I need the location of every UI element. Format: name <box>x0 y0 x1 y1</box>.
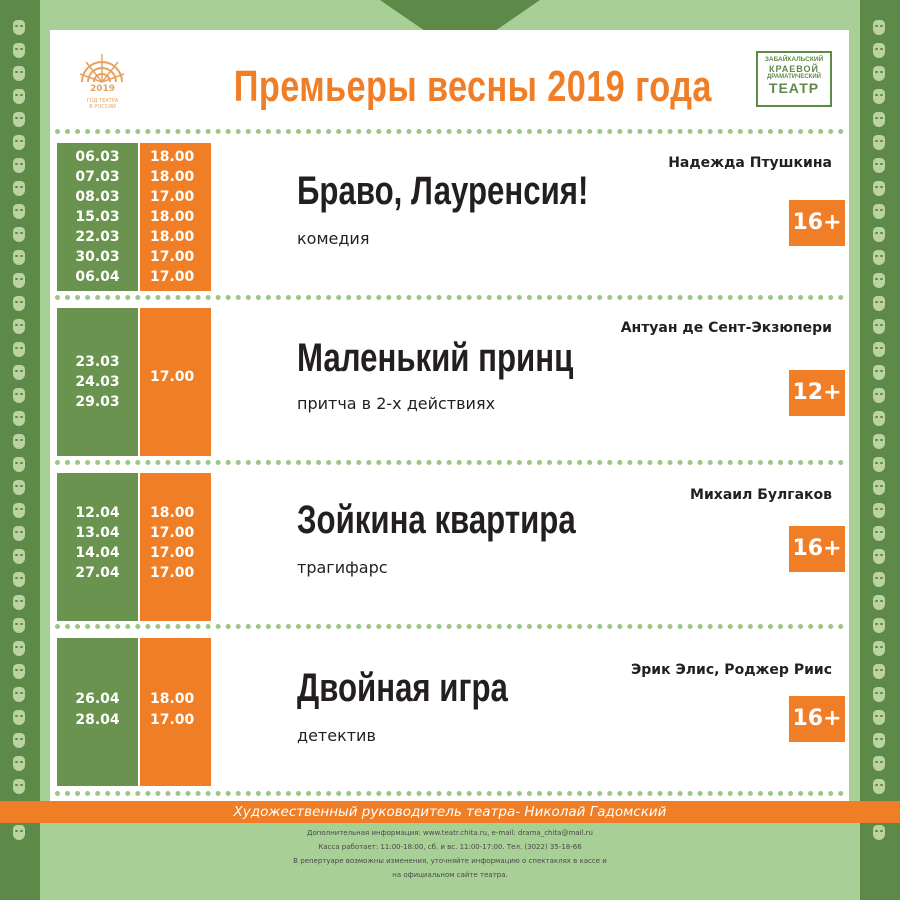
theatre-mask-icon <box>13 158 25 173</box>
show-dates-column <box>57 473 138 621</box>
show-title: Браво, Лауренсия! <box>297 169 589 213</box>
theatre-mask-icon <box>13 756 25 771</box>
show-times-column <box>140 638 211 786</box>
theatre-mask-icon <box>13 181 25 196</box>
theatre-mask-icon <box>13 388 25 403</box>
theatre-mask-icon <box>13 710 25 725</box>
show-genre: притча в 2-х действиях <box>297 394 496 413</box>
theatre-mask-icon <box>873 135 885 150</box>
theatre-mask-icon <box>873 204 885 219</box>
theatre-mask-icon <box>873 572 885 587</box>
theatre-mask-icon <box>13 457 25 472</box>
show-time: 17.00 <box>150 369 195 385</box>
theatre-mask-icon <box>13 296 25 311</box>
theatre-mask-icon <box>873 526 885 541</box>
show-title: Зойкина квартира <box>297 498 576 542</box>
theatre-mask-icon <box>873 365 885 380</box>
show-times-column <box>140 143 211 291</box>
theatre-mask-icon <box>873 342 885 357</box>
show-time: 18.00 <box>150 229 195 245</box>
theatre-mask-icon <box>13 526 25 541</box>
show-time: 17.00 <box>150 712 195 728</box>
logo-caption-line: В РОССИИ <box>89 104 116 110</box>
theatre-logo-line: ДРАМАТИЧЕСКИЙ <box>767 74 821 80</box>
theatre-mask-icon <box>13 572 25 587</box>
age-rating-badge: 16+ <box>789 696 845 742</box>
theatre-mask-icon <box>873 20 885 35</box>
theatre-mask-icon <box>13 687 25 702</box>
theatre-mask-icon <box>13 365 25 380</box>
theatre-mask-column-right <box>873 20 887 848</box>
show-time: 17.00 <box>150 249 195 265</box>
age-rating-badge: 12+ <box>789 370 845 416</box>
theatre-mask-icon <box>13 112 25 127</box>
theatre-mask-icon <box>873 66 885 81</box>
logo-caption-line: ГОД ТЕАТРА <box>86 98 119 104</box>
header <box>50 30 849 130</box>
theatre-mask-icon <box>873 250 885 265</box>
show-date: 27.04 <box>75 565 120 581</box>
section-divider <box>55 295 844 300</box>
show-date: 14.04 <box>75 545 120 561</box>
theatre-mask-icon <box>13 411 25 426</box>
show-date: 13.04 <box>75 525 120 541</box>
age-rating-badge: 16+ <box>789 200 845 246</box>
age-rating-badge: 16+ <box>789 526 845 572</box>
page-title: Премьеры весны 2019 года <box>233 62 712 111</box>
show-genre: трагифарс <box>297 558 388 577</box>
section-divider <box>55 129 844 134</box>
show-time: 17.00 <box>150 269 195 285</box>
theatre-mask-icon <box>873 112 885 127</box>
show-card-zoykina-apartment <box>50 473 849 621</box>
show-card-bravo-laurensia <box>50 143 849 291</box>
theatre-mask-icon <box>873 434 885 449</box>
theatre-mask-icon <box>873 411 885 426</box>
theatre-logo-line: ЗАБАЙКАЛЬСКИЙ <box>764 56 824 63</box>
theatre-mask-icon <box>873 319 885 334</box>
show-author: Михаил Булгаков <box>690 487 832 503</box>
theatre-mask-icon <box>873 756 885 771</box>
show-time: 18.00 <box>150 169 195 185</box>
theatre-mask-icon <box>13 135 25 150</box>
show-card-double-game <box>50 638 849 786</box>
theatre-mask-icon <box>13 43 25 58</box>
show-genre: детектив <box>297 726 376 745</box>
theatre-mask-icon <box>13 618 25 633</box>
show-date: 26.04 <box>75 691 120 707</box>
show-title: Маленький принц <box>297 336 574 380</box>
theatre-mask-icon <box>873 388 885 403</box>
section-divider <box>55 624 844 629</box>
theatre-mask-icon <box>13 595 25 610</box>
theatre-mask-icon <box>13 227 25 242</box>
right-decor-band <box>860 0 900 900</box>
show-date: 08.03 <box>75 189 120 205</box>
theatre-mask-icon <box>13 549 25 564</box>
theatre-fan-icon <box>76 50 128 84</box>
footer-info <box>0 826 900 882</box>
theatre-mask-icon <box>873 664 885 679</box>
show-author: Антуан де Сент-Экзюпери <box>620 320 832 336</box>
show-genre: комедия <box>297 229 370 248</box>
show-times-column <box>140 308 211 456</box>
theatre-mask-icon <box>873 618 885 633</box>
show-time: 18.00 <box>150 505 195 521</box>
theatre-mask-icon <box>13 503 25 518</box>
section-divider <box>55 460 844 465</box>
show-date: 24.03 <box>75 374 120 390</box>
theatre-logo-line: ТЕАТР <box>768 80 820 96</box>
theatre-mask-icon <box>873 687 885 702</box>
show-dates-column <box>57 638 138 786</box>
theatre-mask-icon <box>873 181 885 196</box>
show-date: 06.04 <box>75 269 120 285</box>
theatre-mask-icon <box>13 342 25 357</box>
drama-theatre-logo <box>756 51 832 107</box>
theatre-mask-icon <box>873 457 885 472</box>
theatre-mask-icon <box>13 434 25 449</box>
show-author: Надежда Птушкина <box>668 155 832 171</box>
theatre-mask-icon <box>873 641 885 656</box>
theatre-mask-icon <box>873 595 885 610</box>
show-card-little-prince <box>50 308 849 456</box>
show-date: 29.03 <box>75 394 120 410</box>
theatre-mask-icon <box>13 204 25 219</box>
logo-year: 2019 <box>89 84 116 94</box>
theatre-mask-icon <box>873 779 885 794</box>
show-date: 15.03 <box>75 209 120 225</box>
theatre-logo-line: КРАЕВОЙ <box>769 64 819 74</box>
show-time: 18.00 <box>150 149 195 165</box>
theatre-mask-icon <box>13 89 25 104</box>
footer-line: на официальном сайте театра. <box>392 871 508 879</box>
theatre-mask-icon <box>873 480 885 495</box>
theatre-mask-icon <box>873 43 885 58</box>
theatre-mask-icon <box>13 641 25 656</box>
show-date: 28.04 <box>75 712 120 728</box>
theatre-mask-icon <box>13 664 25 679</box>
logo-caption <box>60 98 145 110</box>
theatre-mask-icon <box>873 158 885 173</box>
show-time: 17.00 <box>150 189 195 205</box>
theatre-mask-icon <box>13 250 25 265</box>
show-date: 06.03 <box>75 149 120 165</box>
artistic-director-bar: Художественный руководитель театра- Николай Гадомский <box>0 801 900 823</box>
theatre-mask-icon <box>873 227 885 242</box>
footer-line: В репертуаре возможны изменения, уточняйте информацию о спектаклях в кассе и <box>293 857 607 865</box>
show-author: Эрик Элис, Роджер Риис <box>631 662 832 678</box>
theatre-mask-icon <box>873 273 885 288</box>
left-decor-band <box>0 0 40 900</box>
show-time: 18.00 <box>150 691 195 707</box>
theatre-mask-icon <box>13 20 25 35</box>
footer-line: Дополнительная информация: www.teatr.chita.ru, e-mail: drama_chita@mail.ru <box>306 829 593 837</box>
show-date: 23.03 <box>75 354 120 370</box>
show-time: 17.00 <box>150 565 195 581</box>
theatre-mask-icon <box>873 296 885 311</box>
theatre-mask-icon <box>13 273 25 288</box>
show-title: Двойная игра <box>297 666 508 710</box>
theatre-mask-icon <box>873 733 885 748</box>
show-time: 17.00 <box>150 545 195 561</box>
show-time: 17.00 <box>150 525 195 541</box>
section-divider <box>55 791 844 796</box>
show-date: 12.04 <box>75 505 120 521</box>
theatre-mask-icon <box>13 779 25 794</box>
theatre-mask-column-left <box>13 20 27 848</box>
theatre-mask-icon <box>873 89 885 104</box>
theatre-mask-icon <box>873 549 885 564</box>
show-dates-column <box>57 143 138 291</box>
show-time: 18.00 <box>150 209 195 225</box>
theatre-mask-icon <box>13 319 25 334</box>
theatre-mask-icon <box>873 710 885 725</box>
theatre-mask-icon <box>873 503 885 518</box>
footer-line: Касса работает: 11:00-18:00, сб. и вс. 11:00-17:00. Тел. (3022) 35-18-66 <box>318 843 582 851</box>
show-date: 30.03 <box>75 249 120 265</box>
show-date: 22.03 <box>75 229 120 245</box>
theatre-mask-icon <box>13 480 25 495</box>
show-date: 07.03 <box>75 169 120 185</box>
theatre-mask-icon <box>13 733 25 748</box>
show-dates-column <box>57 308 138 456</box>
show-times-column <box>140 473 211 621</box>
year-of-theatre-logo <box>60 50 145 128</box>
theatre-mask-icon <box>13 66 25 81</box>
